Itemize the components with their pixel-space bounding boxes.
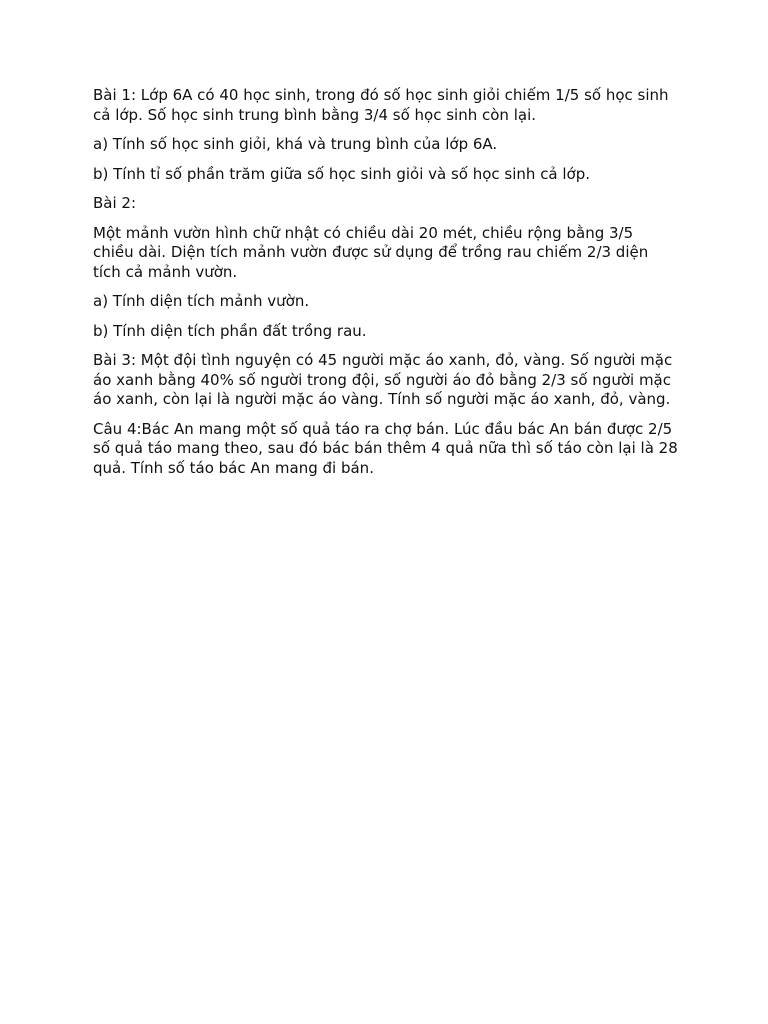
problem-4-statement: Câu 4:Bác An mang một số quả táo ra chợ bán. Lúc đầu bác An bán được 2/5 số quả táo mang theo, sau đó bác bán thêm 4 quả nữa thì số táo còn lại là 28 quả. Tính số táo bác An mang đi bán. (93, 419, 678, 477)
document-body (93, 86, 678, 488)
problem-2-part-b: b) Tính diện tích phần đất trồng rau. (93, 321, 367, 340)
problem-1-statement: Bài 1: Lớp 6A có 40 học sinh, trong đó số học sinh giỏi chiếm 1/5 số học sinh cả lớp. Số học sinh trung bình bằng 3/4 số học sinh còn lại. (93, 86, 669, 124)
problem-2-heading: Bài 2: (93, 194, 137, 212)
problem-1-part-b: b) Tính tỉ số phần trăm giữa số học sinh giỏi và số học sinh cả lớp. (93, 164, 591, 183)
problem-2-part-a: a) Tính diện tích mảnh vườn. (93, 292, 310, 310)
problem-1-part-a: a) Tính số học sinh giỏi, khá và trung bình của lớp 6A. (93, 135, 498, 153)
problem-2-statement: Một mảnh vườn hình chữ nhật có chiều dài 20 mét, chiều rộng bằng 3/5 chiều dài. Diện tích mảnh vườn được sử dụng để trồng rau chiếm 2/3 diện tích cả mảnh vườn. (93, 223, 649, 281)
problem-3-statement: Bài 3: Một đội tình nguyện có 45 người mặc áo xanh, đỏ, vàng. Số người mặc áo xanh bằng 40% số người trong đội, số người áo đỏ bằng 2/3 số người mặc áo xanh, còn lại là người mặc áo vàng. Tính số người mặc áo xanh, đỏ, vàng. (93, 351, 673, 408)
